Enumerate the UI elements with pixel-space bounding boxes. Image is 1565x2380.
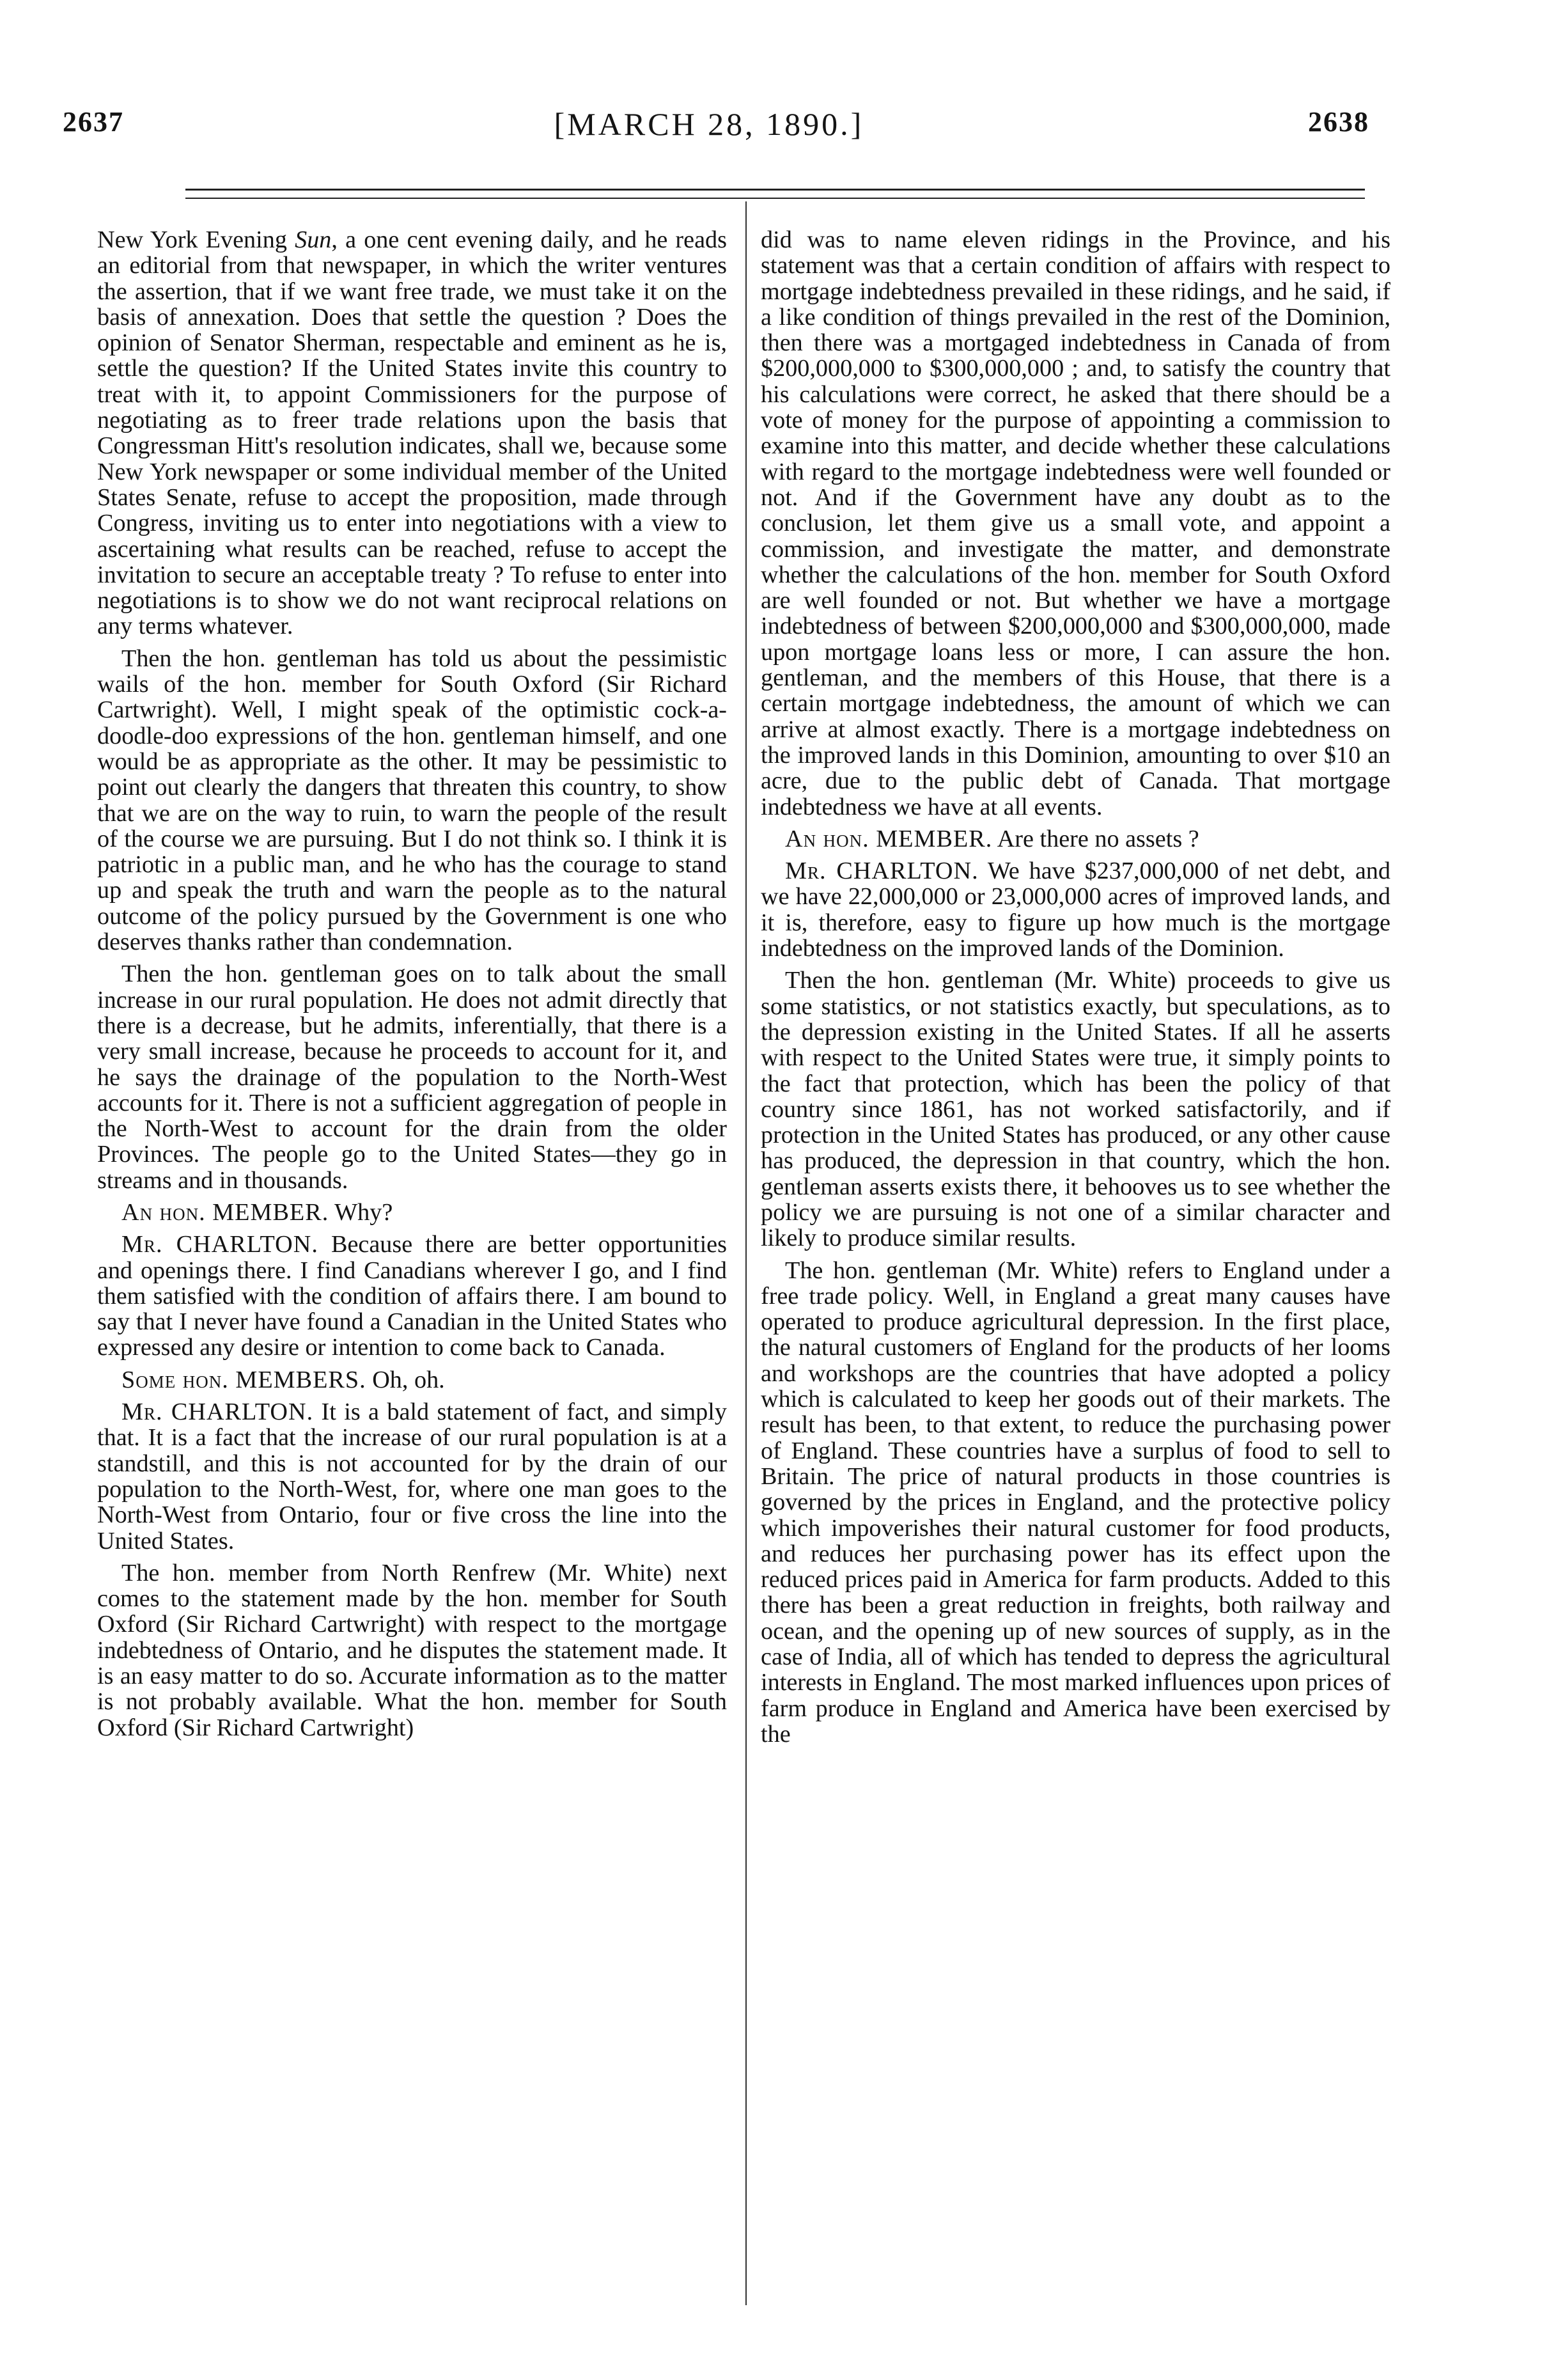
page-header: [0, 106, 1565, 163]
speaker-paragraph: [97, 1232, 727, 1360]
speaker-name: Mr. CHARLTON.: [121, 1231, 318, 1258]
speech-text: Are there no assets ?: [992, 825, 1199, 852]
newspaper-name: Sun: [295, 226, 332, 253]
continued-paragraph: [97, 227, 727, 639]
speaker-paragraph: [97, 1399, 727, 1554]
paragraph-text: Then the hon. gentleman goes on to talk about the small increase in our rural population. He does not admit directly that there is a decrease, but he admits, inferentially, that there is a very small increase, because he proceeds to account for it, and he says the drainage of the population to the North-West accounts for it. There is not a sufficient aggregation of people in the North-West to account for the drain from the older Provinces. The people go to the United States—they go in streams and in thousands.: [97, 960, 727, 1194]
speech-text: Oh, oh.: [366, 1366, 445, 1393]
continued-paragraph: [761, 227, 1390, 820]
speech-text: Because there are better opportunities and openings there. I find Canadians wherever I go, and I find them satisfied with the condition of affairs there. I am bound to say that I never have found a Canadian in the United States who expressed any desire or intention to come back to Canada.: [97, 1231, 727, 1361]
speaker-name: An hon. MEMBER.: [785, 825, 993, 852]
header-date-text: [MARCH 28, 1890.]: [554, 106, 864, 142]
speaker-name: Some hon. MEMBERS.: [121, 1366, 366, 1393]
paragraph-text: New York Evening: [97, 226, 295, 253]
left-column: [97, 227, 727, 1747]
paragraph-text: Then the hon. gentleman (Mr. White) proceeds to give us some statistics, or not statistics exactly, but speculations, as to the depression existing in the United States. If all he asserts with respect to the United States were true, it simply points to the fact that protection, which has been the policy of that country since 1861, has not worked satisfactorily, and if protection in the United States has produced, or any other cause has produced, the depression in that country, which the hon. gentleman asserts exists there, it behooves us to see whether the policy we are pursuing is not one of a similar character and likely to produce similar results.: [761, 967, 1390, 1252]
right-column: [761, 227, 1390, 1753]
paragraph-text: The hon. member from North Renfrew (Mr. White) next comes to the statement made by the hon. member for South Oxford (Sir Richard Cartwright) with respect to the mortgage indebtedness of Ontario, and he disputes the statement made. It is an easy matter to do so. Accurate information as to the matter is not probably available. What the hon. member for South Oxford (Sir Richard Cartwright): [97, 1559, 727, 1741]
paragraph-text: Then the hon. gentleman has told us about the pessimistic wails of the hon. member for South Oxford (Sir Richard Cartwright). Well, I might speak of the optimistic cock-a-doodle-doo expressions of the hon. gentleman himself, and one would be as appropriate as the other. It may be pessimistic to point out clearly the dangers that threaten this country, to show that we are on the way to ruin, to warn the people of the result of the course we are pursuing. But I do not think so. I think it is patriotic in a public man, and he who has the courage to stand up and speak the truth and warn the people as to the natural outcome of the policy pursued by the Government is one who deserves thanks rather than condemnation.: [97, 645, 727, 956]
header-rule-top: [185, 189, 1365, 191]
speaker-paragraph: [97, 1367, 727, 1393]
paragraph: [761, 967, 1390, 1251]
speaker-paragraph: [761, 826, 1390, 852]
paragraph: [97, 961, 727, 1193]
speaker-name: An hon. MEMBER.: [121, 1198, 329, 1226]
column-divider: [745, 201, 747, 2305]
paragraph: [761, 1258, 1390, 1748]
left-page-number: 2637: [63, 106, 124, 137]
speaker-name: Mr. CHARLTON.: [785, 857, 979, 885]
header-rule-bottom: [185, 198, 1365, 199]
speaker-paragraph: [761, 858, 1390, 961]
speech-text: We have $237,000,000 of net debt, and we have 22,000,000 or 23,000,000 acres of improved lands, and it is, therefore, easy to figure up how much is the mortgage indebtedness on the improved lands of the Dominion.: [761, 857, 1390, 962]
paragraph: [97, 1560, 727, 1741]
speech-text: It is a bald statement of fact, and simply that. It is a fact that the increase of our rural population is at a standstill, and this is not accounted for by the drain of our population to the North-West, for, where one man goes to the North-West from Ontario, four or five cross the line into the United States.: [97, 1398, 727, 1554]
speech-text: Why?: [329, 1198, 393, 1226]
paragraph: [97, 646, 727, 955]
speaker-paragraph: [97, 1200, 727, 1225]
paragraph-text: did was to name eleven ridings in the Province, and his statement was that a certain condition of affairs with respect to mortgage indebtedness prevailed in these ridings, and he said, if a like condition of things prevailed in the rest of the Dominion, then there was a mortgaged indebtedness in Canada of from $200,000,000 to $300,000,000 ; and, to satisfy the country that his calculations were correct, he asked that there should be a vote of money for the purpose of appointing a commission to examine into this matter, and decide whether these calculations with regard to the mortgage indebtedness were well founded or not. And if the Government have any doubt as to the conclusion, let them give us a small vote, and appoint a commission, and investigate the matter, and demonstrate whether the calculations of the hon. member for South Oxford are well founded or not. But whether we have a mortgage indebtedness of between $200,000,000 and $300,000,000, made upon mortgage loans less or more, I can assure the hon. gentleman, and the members of this House, that there is a certain mortgage indebtedness, the amount of which we can arrive at almost exactly. There is a mortgage indebtedness on the improved lands in this Dominion, amounting to over $10 an acre, due to the public debt of Canada. That mortgage indebtedness we have at all events.: [761, 226, 1390, 820]
paragraph-text: , a one cent evening daily, and he reads an editorial from that newspaper, in which the writer ventures the assertion, that if we want free trade, we must take it on the basis of annexation. Does that settle the question ? Does the opinion of Senator Sherman, respectable and eminent as he is, settle the question? If the United States invite this country to treat with it, to appoint Commissioners for the purpose of negotiating as to freer trade relations upon the basis that Congressman Hitt's resolution indicates, shall we, because some New York newspaper or some individual member of the United States Senate, refuse to accept the proposition, made through Congress, inviting us to enter into negotiations with a view to ascertaining what results can be reached, refuse to accept the invitation to secure an acceptable treaty ? To refuse to enter into negotiations is to show we do not want reciprocal relations on any terms whatever.: [97, 226, 728, 640]
paragraph-text: The hon. gentleman (Mr. White) refers to England under a free trade policy. Well, in England a great many causes have operated to produce agricultural depression. In the first place, the natural customers of England for the products of her looms and workshops are the countries that have adopted a policy which is calculated to keep her goods out of their markets. The result has been, to that extent, to reduce the purchasing power of England. These countries have a surplus of food to sell to Britain. The price of natural products in those countries is governed by the prices in England, and the protective policy which impoverishes their natural customer for food products, and reduces her purchasing power has its effect upon the reduced prices paid in America for farm products. Added to this there has been a great reduction in freights, both railway and ocean, and the opening up of new sources of supply, as in the case of India, all of which has tended to depress the agricultural interests in England. The most marked influences upon prices of farm produce in England and America have been exercised by the: [761, 1257, 1390, 1748]
right-page-number: 2638: [1308, 106, 1369, 137]
speaker-name: Mr. CHARLTON.: [121, 1398, 314, 1426]
